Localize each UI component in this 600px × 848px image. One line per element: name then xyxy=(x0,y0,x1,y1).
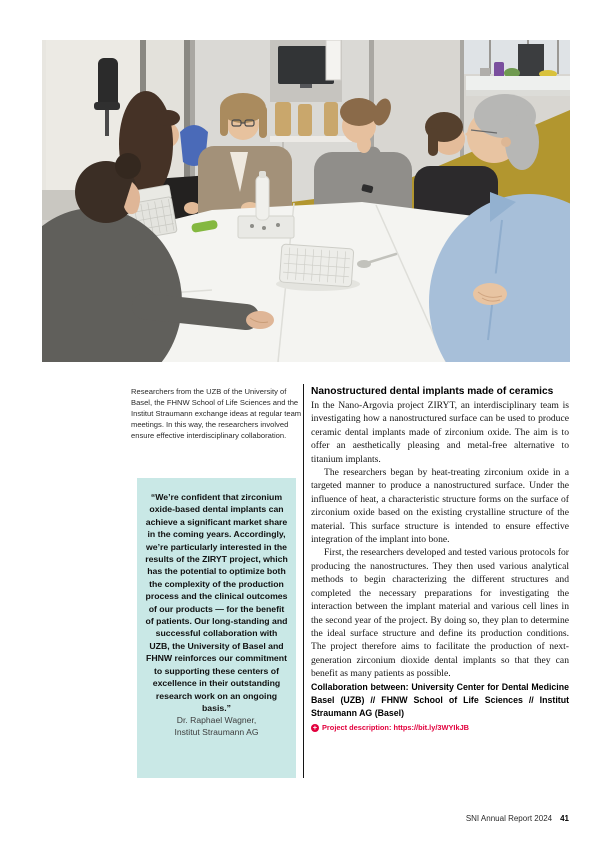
quote-text: “We’re confident that zirconium oxide-based dental implants can achieve a significant market share in the coming years. Accordingly, we’re particularly interested in the results of the ZIRYT project, which has the potential to optimize both the complexity of the production process and the clinical outcomes of our products — for the benefit of patients. Our long-standing and successful collaboration with UZB, the University of Basel and FHNW reinforces our commitment to supporting these centers of excellence in their outstanding research work on an ongoing basis.” xyxy=(145,492,288,713)
footer-report-title: SNI Annual Report 2024 xyxy=(465,814,553,823)
quote-box xyxy=(137,478,296,778)
meeting-photo xyxy=(42,40,570,362)
photo-caption: Researchers from the UZB of the University of Basel, the FHNW School of Life Sciences and the Institut Straumann exchange ideas at regular team meetings. In this way, the researchers involved ensure effective interdisciplinary collaboration. xyxy=(131,387,302,440)
white-bottle xyxy=(256,176,269,220)
plus-circle-icon: + xyxy=(312,723,318,733)
quote-attribution xyxy=(145,715,288,739)
project-link-label[interactable]: Project description: https://bit.ly/3WYIkJB xyxy=(322,723,470,733)
article-paragraph: First, the researchers developed and tested various protocols for producing the nanostructures. They then used various analytical methods to begin characterizing the different structures and completed the necessary preparations for investigating the interaction between the implant material and various cell lines in the second year of the project. By doing so, they plan to determine the ideal surface structure and define its production conditions. The project therefore aims to facilitate the production of next-generation zirconium dioxide dental implants so that they can benefit as many patients as possible. xyxy=(311,547,569,680)
footer-page-number: 41 xyxy=(560,814,569,823)
monitor-icon xyxy=(518,44,544,76)
column-divider xyxy=(303,384,304,778)
quote-attribution-org: Institut Straumann AG xyxy=(174,727,259,738)
article-column xyxy=(311,385,569,733)
article-paragraph: The researchers began by heat-treating zirconium oxide in a targeted manner to produce a nanostructured surface. Under the influence of heat, a characteristic structure forms on the surface of zirconium oxide based on the existing crystalline structure of the material. This surface structure is intended to ensure effective integration of the implant into bone. xyxy=(311,467,569,546)
project-description-link[interactable] xyxy=(311,723,569,733)
quote-attribution-name: Dr. Raphael Wagner, xyxy=(176,715,257,726)
meeting-photo-illustration xyxy=(42,40,570,362)
article-paragraph: In the Nano-Argovia project ZIRYT, an interdisciplinary team is investigating how a nanostructured surface can be used to produce ceramic dental implants made of zirconium oxide. The aim is to offer an aesthetically pleasing and metal-free alternative to titanium implants. xyxy=(311,400,569,465)
article-heading: Nanostructured dental implants made of ceramics xyxy=(311,386,554,397)
page-footer xyxy=(466,814,569,824)
collaboration-note: Collaboration between: University Center for Dental Medicine Basel (UZB) // FHNW School of Life Sciences // Institut Straumann AG (Basel) xyxy=(311,681,569,718)
